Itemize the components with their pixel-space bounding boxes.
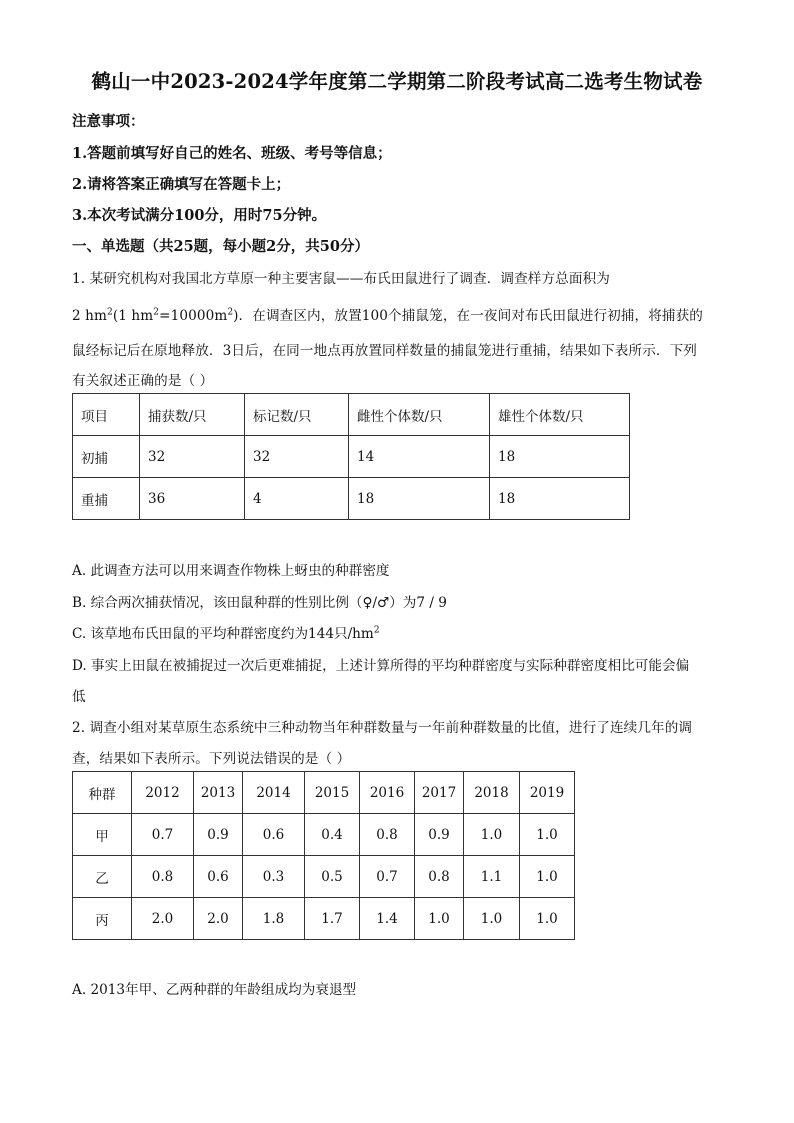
table-cell: 乙 [73,856,132,898]
table-cell: 0.6 [243,814,305,856]
q1-option-b: B. 综合两次捕获情况，该田鼠种群的性别比例（♀/♂）为7 / 9 [72,595,447,611]
table-cell: 1.0 [520,898,575,940]
table-cell: 1.7 [305,898,360,940]
table-cell: 0.8 [415,856,464,898]
table-cell: 36 [140,478,245,520]
q1-stem-line: 鼠经标记后在原地释放．3日后，在同一地点再放置同样数量的捕鼠笼进行重捕，结果如下表所示．下列 [72,343,697,359]
note-item: 3.本次考试满分100分，用时75分钟。 [72,207,327,224]
q1-stem-line: 有关叙述正确的是（ ） [72,373,214,389]
table-cell: 0.7 [132,814,194,856]
table-header-cell: 雌性个体数/只 [349,394,490,436]
table-cell: 丙 [73,898,132,940]
superscript: 2 [227,307,234,318]
table-cell: 1.4 [360,898,415,940]
table-header-cell: 2017 [415,772,464,814]
q1-option-d-cont: 低 [72,689,86,705]
notes-heading: 注意事项： [72,113,145,130]
table-cell: 0.8 [360,814,415,856]
table-header-cell: 捕获数/只 [140,394,245,436]
table-row [73,898,575,940]
q2-table [72,771,575,940]
table-header-cell: 2015 [305,772,360,814]
table-cell: 1.1 [464,856,520,898]
table-header-cell: 标记数/只 [245,394,349,436]
q1-table [72,393,630,520]
table-row [73,814,575,856]
table-cell: 32 [245,436,349,478]
table-cell: 14 [349,436,490,478]
table-cell: 甲 [73,814,132,856]
table-cell: 1.0 [464,814,520,856]
q2-option-a: A. 2013年甲、乙两种群的年龄组成均为衰退型 [72,982,357,998]
table-cell: 0.3 [243,856,305,898]
table-cell: 初捕 [73,436,140,478]
table-header-cell: 种群 [73,772,132,814]
table-header-cell: 雄性个体数/只 [490,394,630,436]
q1-stem-line: 1. 某研究机构对我国北方草原一种主要害鼠——布氏田鼠进行了调查．调查样方总面积为 [72,271,610,287]
q1-option-c [72,622,380,642]
q1-area-text: (1 hm [112,308,154,324]
table-header-cell: 2013 [194,772,243,814]
q1-stem-line [72,304,703,324]
table-cell: 18 [490,436,630,478]
q1-option-d: D. 事实上田鼠在被捕捉过一次后更难捕捉，上述计算所得的平均种群密度与实际种群密度相比可能会偏 [72,658,690,674]
table-cell: 0.9 [415,814,464,856]
table-cell: 32 [140,436,245,478]
table-header-cell: 项目 [73,394,140,436]
table-cell: 4 [245,478,349,520]
table-cell: 1.0 [415,898,464,940]
note-item: 2.请将答案正确填写在答题卡上； [72,176,291,193]
table-cell: 0.8 [132,856,194,898]
table-header-row [73,394,630,436]
table-cell: 2.0 [132,898,194,940]
q1-area-text: 2 hm [72,308,108,324]
table-header-cell: 2019 [520,772,575,814]
table-row [73,436,630,478]
table-row [73,478,630,520]
table-cell: 2.0 [194,898,243,940]
table-cell: 18 [490,478,630,520]
superscript: 2 [373,625,380,636]
table-cell: 0.5 [305,856,360,898]
table-cell: 1.0 [520,814,575,856]
q2-stem-line: 查，结果如下表所示。下列说法错误的是（ ） [72,751,351,767]
q1-option-a: A. 此调查方法可以用来调查作物株上蚜虫的种群密度 [72,563,390,579]
table-cell: 0.4 [305,814,360,856]
table-header-row [73,772,575,814]
q2-stem-line: 2. 调查小组对某草原生态系统中三种动物当年种群数量与一年前种群数量的比值，进行了连续几年的调 [72,720,693,736]
superscript: 2 [153,307,160,318]
table-cell: 18 [349,478,490,520]
q1-option-c-text: C. 该草地布氏田鼠的平均种群密度约为144只/hm [72,626,374,642]
table-header-cell: 2016 [360,772,415,814]
superscript: 2 [107,307,113,318]
table-cell: 0.9 [194,814,243,856]
table-cell: 0.7 [360,856,415,898]
q1-area-text: )．在调查区内，放置100个捕鼠笼，在一夜间对布氏田鼠进行初捕，将捕获的 [233,308,704,324]
table-cell: 1.0 [464,898,520,940]
table-cell: 0.6 [194,856,243,898]
table-cell: 1.8 [243,898,305,940]
table-cell: 重捕 [73,478,140,520]
note-item: 1.答题前填写好自己的姓名、班级、考号等信息； [72,145,392,162]
table-cell: 1.0 [520,856,575,898]
section-heading: 一、单选题（共25题，每小题2分，共50分） [72,238,369,255]
table-header-cell: 2018 [464,772,520,814]
q1-area-text: =10000m [159,308,228,324]
table-header-cell: 2012 [132,772,194,814]
page-title: 鹤山一中2023-2024学年度第二学期第二阶段考试高二选考生物试卷 [91,70,703,93]
table-row [73,856,575,898]
table-header-cell: 2014 [243,772,305,814]
